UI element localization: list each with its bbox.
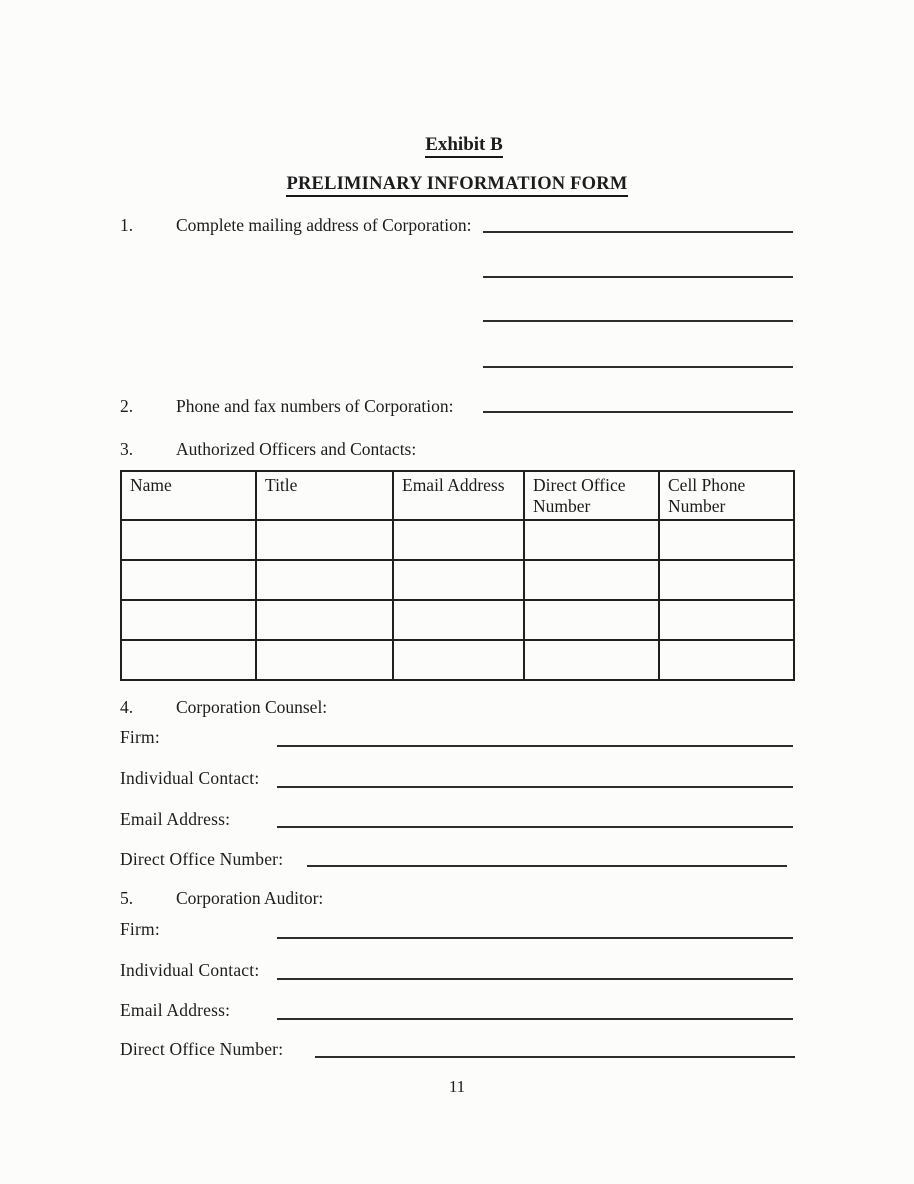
phone-fax-line[interactable]	[483, 411, 793, 413]
auditor-email-line[interactable]	[277, 1018, 793, 1020]
item-1	[120, 215, 472, 236]
counsel-email-line[interactable]	[277, 826, 793, 828]
column-header-title: Title	[256, 471, 393, 520]
counsel-contact-label: Individual Contact:	[120, 768, 260, 788]
empty-cell-title[interactable]	[256, 520, 393, 560]
empty-cell-email[interactable]	[393, 520, 524, 560]
mailing-address-line-2[interactable]	[483, 276, 793, 278]
item-3	[120, 439, 416, 460]
item-1-number: 1.	[120, 215, 134, 235]
column-header-name: Name	[121, 471, 256, 520]
item-5-label: Corporation Auditor:	[176, 888, 324, 908]
empty-cell-name[interactable]	[121, 520, 256, 560]
empty-cell-cell-phone[interactable]	[659, 640, 794, 680]
empty-cell-email[interactable]	[393, 560, 524, 600]
empty-cell-cell-phone[interactable]	[659, 560, 794, 600]
auditor-office-label: Direct Office Number:	[120, 1039, 284, 1059]
empty-cell-office[interactable]	[524, 520, 659, 560]
empty-cell-email[interactable]	[393, 640, 524, 680]
table-header-row	[121, 471, 794, 520]
item-2-number: 2.	[120, 396, 134, 416]
item-2	[120, 396, 454, 417]
auditor-email-label: Email Address:	[120, 1000, 231, 1020]
counsel-office-line[interactable]	[307, 865, 787, 867]
item-4-label: Corporation Counsel:	[176, 697, 328, 717]
mailing-address-line-3[interactable]	[483, 320, 793, 322]
item-4	[120, 697, 327, 718]
table-row	[121, 600, 794, 640]
empty-cell-title[interactable]	[256, 600, 393, 640]
auditor-office-line[interactable]	[315, 1056, 795, 1058]
counsel-contact-line[interactable]	[277, 786, 793, 788]
page-number: 11	[448, 1077, 466, 1096]
counsel-firm-label: Firm:	[120, 727, 160, 747]
item-1-label: Complete mailing address of Corporation:	[176, 215, 472, 235]
mailing-address-line-4[interactable]	[483, 366, 793, 368]
item-3-label: Authorized Officers and Contacts:	[176, 439, 417, 459]
empty-cell-name[interactable]	[121, 640, 256, 680]
counsel-email-label: Email Address:	[120, 809, 231, 829]
column-header-cell-phone-number: Cell Phone Number	[659, 471, 794, 520]
item-5-number: 5.	[120, 888, 134, 908]
empty-cell-cell-phone[interactable]	[659, 600, 794, 640]
empty-cell-cell-phone[interactable]	[659, 520, 794, 560]
empty-cell-office[interactable]	[524, 640, 659, 680]
auditor-contact-label: Individual Contact:	[120, 960, 260, 980]
empty-cell-office[interactable]	[524, 560, 659, 600]
table-row	[121, 560, 794, 600]
auditor-contact-line[interactable]	[277, 978, 793, 980]
mailing-address-line-1[interactable]	[483, 231, 793, 233]
empty-cell-title[interactable]	[256, 560, 393, 600]
form-title	[0, 174, 914, 195]
form-title-text: PRELIMINARY INFORMATION FORM	[286, 174, 627, 197]
counsel-office-label: Direct Office Number:	[120, 849, 284, 869]
column-header-email-address: Email Address	[393, 471, 524, 520]
item-2-label: Phone and fax numbers of Corporation:	[176, 396, 454, 416]
item-5	[120, 888, 323, 909]
exhibit-title-text: Exhibit B	[425, 134, 503, 158]
column-header-direct-office-number: Direct Office Number	[524, 471, 659, 520]
item-3-number: 3.	[120, 439, 134, 459]
empty-cell-email[interactable]	[393, 600, 524, 640]
empty-cell-name[interactable]	[121, 560, 256, 600]
counsel-firm-line[interactable]	[277, 745, 793, 747]
empty-cell-office[interactable]	[524, 600, 659, 640]
exhibit-title	[14, 134, 914, 156]
auditor-firm-line[interactable]	[277, 937, 793, 939]
table-row	[121, 520, 794, 560]
item-4-number: 4.	[120, 697, 134, 717]
empty-cell-name[interactable]	[121, 600, 256, 640]
officers-contacts-table	[120, 470, 795, 681]
empty-cell-title[interactable]	[256, 640, 393, 680]
auditor-firm-label: Firm:	[120, 919, 160, 939]
table-row	[121, 640, 794, 680]
